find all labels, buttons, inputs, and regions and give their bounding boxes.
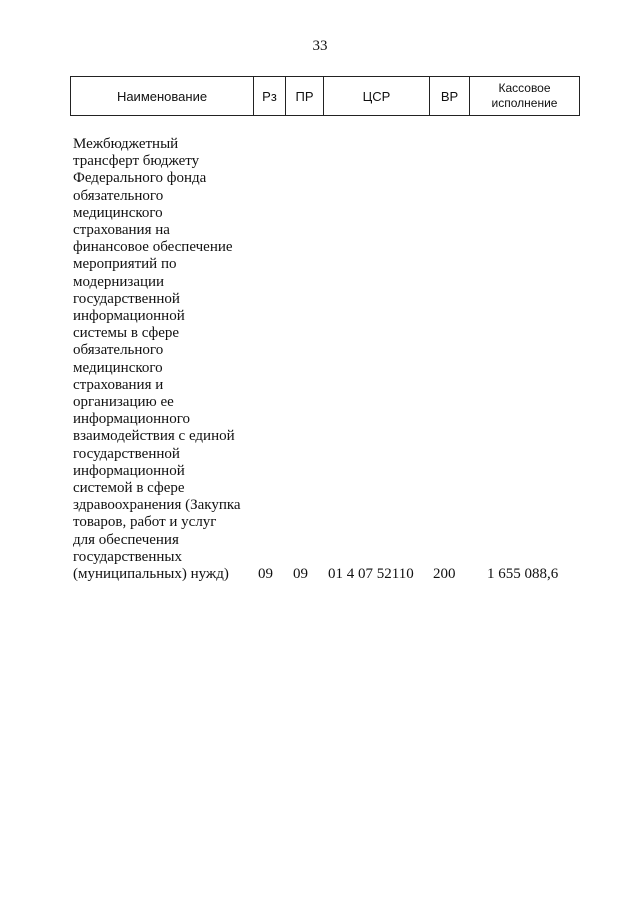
row-name: Межбюджетный трансферт бюджету Федерального фонда обязательного медицинского страхования на финансовое обеспечение мероприятий по модернизации государственной информационной системы в сфере обязательного медицинского страхования и организацию ее информационного взаимодействия с единой государственной информационной системой в сфере здравоохранения (Закупка товаров, работ и услуг для обеспечения государственных (муниципальных) нужд): [73, 136, 241, 583]
header-rz: Рз: [253, 77, 285, 115]
page-number: 33: [312, 38, 328, 54]
table-header: [70, 76, 580, 116]
table-row: [73, 136, 583, 583]
header-csr: ЦСР: [323, 77, 429, 115]
header-pr: ПР: [285, 77, 323, 115]
header-kassa: Кассовое исполнение: [469, 77, 579, 115]
row-vr: 200: [433, 566, 456, 583]
row-kassa: 1 655 088,6: [487, 566, 559, 583]
row-pr: 09: [293, 566, 308, 583]
header-name: Наименование: [116, 88, 208, 104]
header-vr: ВР: [429, 77, 469, 115]
row-rz: 09: [258, 566, 273, 583]
row-csr: 01 4 07 52110: [328, 566, 414, 583]
